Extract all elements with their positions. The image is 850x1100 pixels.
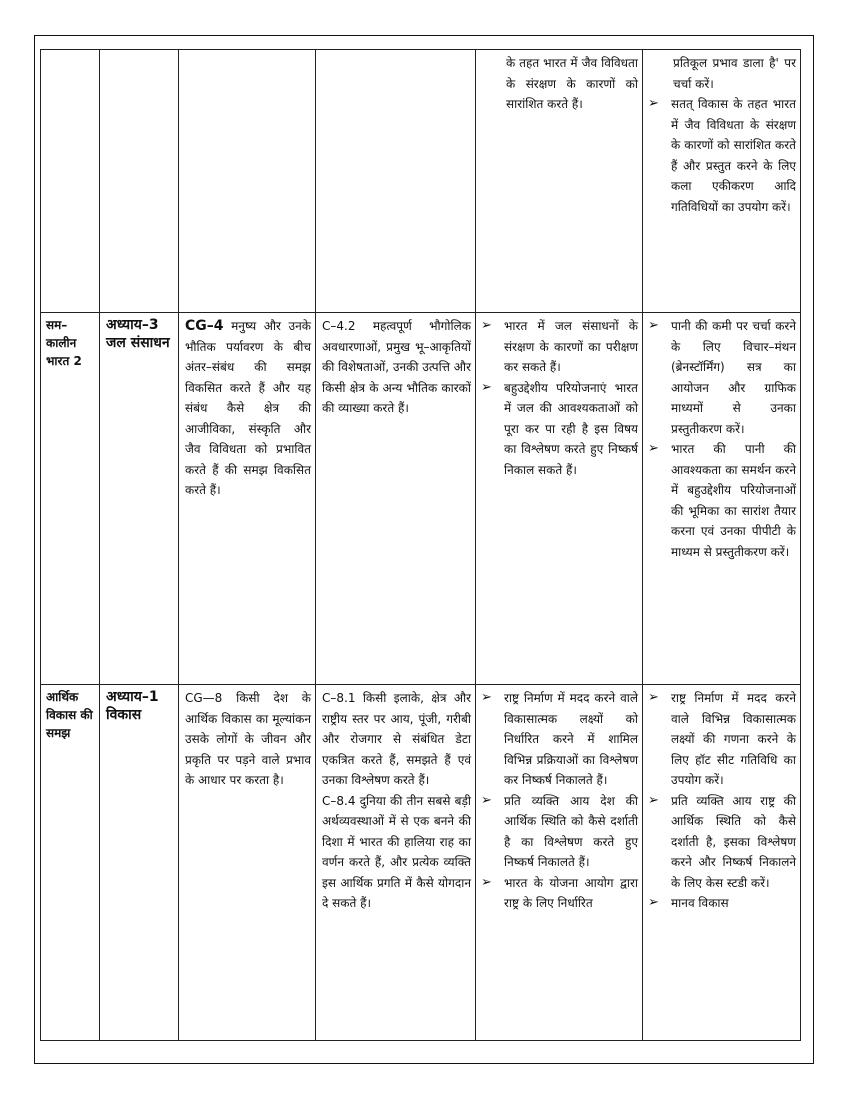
arrow-right-icon: ➢ bbox=[481, 874, 492, 890]
list-item: ➢ भारत में जल संसाधनों के संरक्षण के कारणों का परीक्षण कर सकते हैं। bbox=[481, 318, 638, 374]
arrow-right-icon: ➢ bbox=[648, 895, 659, 910]
competency-cell bbox=[316, 50, 476, 313]
competency-cell: C–4.2 महत्वपूर्ण भौगोलिक अवधारणाओं, प्रमुख भू–आकृतियों की विशेषताओं, उनकी उत्पत्ति और किसी क्षेत्र के अन्य भौतिक कारकों की व्याख्या करते हैं। bbox=[316, 313, 476, 685]
list-item: ➢ पानी की कमी पर चर्चा करने के लिए विचार–मंथन (ब्रेनस्टॉर्मिंग) सत्र का आयोजन और ग्राफिक माध्यमों से उनका प्रस्तुतीकरण करें। bbox=[648, 318, 796, 436]
arrow-right-icon: ➢ bbox=[648, 792, 659, 808]
pedagogy-cell bbox=[643, 313, 801, 685]
arrow-right-icon: ➢ bbox=[648, 441, 659, 456]
learning-cell bbox=[476, 50, 643, 313]
subject-cell: सम–कालीन भारत 2 bbox=[41, 313, 100, 685]
list-item: प्रतिकूल प्रभाव डाला है' पर चर्चा करें। bbox=[673, 56, 796, 91]
chapter-cell bbox=[100, 50, 179, 313]
list-item: ➢ राष्ट्र निर्माण में मदद करने वाले विकासात्मक लक्ष्यों को निर्धारित करने में शामिल विभिन्न प्रक्रियाओं का विश्लेषण कर निष्कर्ष निकालते हैं। bbox=[481, 690, 638, 787]
list-item: ➢ सतत् विकास के तहत भारत में जैव विविधता के संरक्षण के कारणों को सारांशित करते हैं और प्रस्तुत करने के लिए कला एकीकरण आदि गतिविधियों का उपयोग करें। bbox=[648, 96, 796, 214]
pedagogy-cell bbox=[643, 50, 801, 313]
competency-cell bbox=[316, 685, 476, 1041]
pedagogy-cell bbox=[643, 685, 801, 1041]
subject-cell bbox=[41, 50, 100, 313]
table-row bbox=[41, 313, 801, 685]
table-row bbox=[41, 50, 801, 313]
arrow-right-icon: ➢ bbox=[481, 379, 492, 395]
outcome-cell: CG—8 किसी देश के आर्थिक विकास का मूल्यांकन उसके लोगों के जीवन और प्रकृति पर पड़ने वाले प्रभाव के आधार पर करता है। bbox=[179, 685, 316, 1041]
arrow-right-icon: ➢ bbox=[481, 318, 492, 333]
list-item: ➢ मानव विकास bbox=[649, 893, 796, 914]
learning-cell bbox=[476, 313, 643, 685]
arrow-right-icon: ➢ bbox=[481, 690, 492, 705]
chapter-cell: अध्याय–1 विकास bbox=[100, 685, 179, 1041]
outcome-code: CG–4 bbox=[185, 318, 224, 334]
list-item: ➢ बहुउद्देशीय परियोजनाएं भारत में जल की आवश्यकताओं को पूरा कर पा रही है इस विषय का विश्लेषण करते हुए निष्कर्ष निकाल सकते हैं। bbox=[481, 379, 638, 477]
arrow-right-icon: ➢ bbox=[481, 792, 492, 808]
arrow-right-icon: ➢ bbox=[648, 318, 659, 333]
list-item: ➢ भारत के योजना आयोग द्वारा राष्ट्र के लिए निर्धारित bbox=[481, 874, 638, 910]
outcome-cell bbox=[179, 50, 316, 313]
outcome-cell: CG–4 मनुष्य और उनके भौतिक पर्यावरण के बीच अंतर–संबंध की समझ विकसित करते हैं और यह संबंध कैसे क्षेत्र की आजीविका, संस्कृति और जैव विविधता को प्रभावित करते हैं की समझ विकसित करते हैं। bbox=[179, 313, 316, 685]
list-item: ➢ प्रति व्यक्ति आय देश की आर्थिक स्थिति को कैसे दर्शाती है का विश्लेषण करते हुए निष्कर्ष निकालते हैं। bbox=[481, 792, 638, 869]
list-item: ➢ भारत की पानी की आवश्यकता का समर्थन करने में बहुउद्देशीय परियोजनाओं की भूमिका का सारांश तैयार करना एवं उनका पीपीटी के माध्यम से प्रस्तुतीकरण करें। bbox=[648, 441, 796, 559]
competency-item: C–8.4 दुनिया की तीन सबसे बड़ी अर्थव्यवस्थाओं में से एक बनने की दिशा में भारत की हालिया राह का वर्णन करते हैं, और प्रत्येक व्यक्ति इस आर्थिक प्रगति में कैसे योगदान दे सकते हैं। bbox=[322, 793, 471, 910]
subject-cell: आर्थिक विकास की समझ bbox=[41, 685, 100, 1041]
list-item: के तहत भारत में जैव विविधता के संरक्षण के कारणों को सारांशित करते हैं। bbox=[506, 56, 638, 111]
arrow-right-icon: ➢ bbox=[648, 96, 659, 111]
list-item: ➢ प्रति व्यक्ति आय राष्ट्र की आर्थिक स्थिति को कैसे दर्शाती है, इसका विश्लेषण करने और निष्कर्ष निकालने के लिए केस स्टडी करें। bbox=[648, 792, 796, 890]
arrow-right-icon: ➢ bbox=[648, 690, 659, 705]
competency-item: C–8.1 किसी इलाके, क्षेत्र और राष्ट्रीय स्तर पर आय, पूंजी, गरीबी और रोजगार से संबंधित डेटा एकत्रित करते हैं, समझते हैं एवं उनका विश्लेषण करते हैं। bbox=[322, 691, 471, 787]
list-item: ➢ राष्ट्र निर्माण में मदद करने वाले विभिन्न विकासात्मक लक्ष्यों की गणना करने के लिए हॉट सीट गतिविधि का उपयोग करें। bbox=[648, 690, 796, 787]
chapter-cell: अध्याय–3 जल संसाधन bbox=[100, 313, 179, 685]
learning-cell bbox=[476, 685, 643, 1041]
table-row bbox=[41, 685, 801, 1041]
curriculum-table bbox=[40, 49, 801, 1041]
